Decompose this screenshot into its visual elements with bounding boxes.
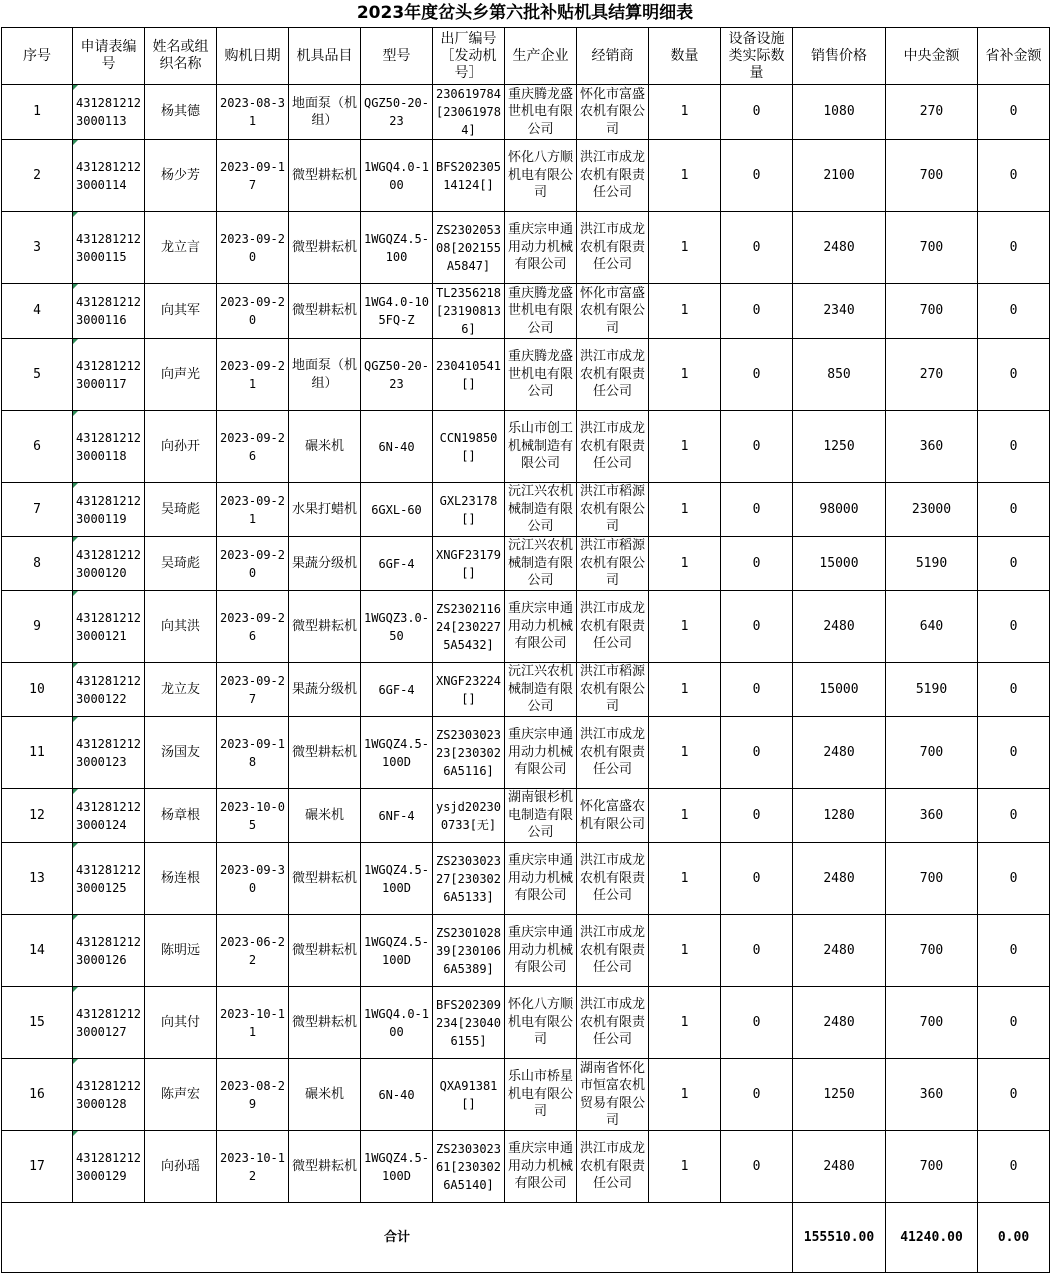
sale-price-cell: 850 [793,339,886,411]
purchase-date-cell: 2023-09-17 [217,140,289,212]
column-header: 生产企业 [505,28,577,85]
quantity-cell: 1 [649,789,721,843]
serial-number-cell: 230410541[] [433,339,505,411]
manufacturer-cell: 重庆腾龙盛世机电有限公司 [505,339,577,411]
model-cell: 6NF-4 [361,789,433,843]
central-amount-cell: 23000 [886,483,978,537]
machine-item-cell: 微型耕耘机 [289,284,361,339]
column-header: 型号 [361,28,433,85]
seq-cell: 14 [2,915,73,987]
subsidy-table [1,27,1050,1273]
central-amount-cell: 700 [886,987,978,1059]
manufacturer-cell: 乐山市创工机械制造有限公司 [505,411,577,483]
table-row [2,339,1050,411]
model-cell: 1WGQZ4.5-100D [361,915,433,987]
application-number-cell: 4312812123000123 [73,717,145,789]
serial-number-cell: XNGF23224[] [433,663,505,717]
serial-number-cell: GXL23178[] [433,483,505,537]
sale-price-cell: 2480 [793,1131,886,1203]
serial-number-cell: ZS230102839[2301066A5389] [433,915,505,987]
quantity-cell: 1 [649,212,721,284]
dealer-cell: 洪江市成龙农机有限责任公司 [577,140,649,212]
dealer-cell: 怀化市富盛农机有限公司 [577,85,649,140]
central-amount-cell: 700 [886,1131,978,1203]
quantity-cell: 1 [649,1131,721,1203]
quantity-cell: 1 [649,663,721,717]
machine-item-cell: 微型耕耘机 [289,591,361,663]
provincial-amount-cell: 0 [978,85,1050,140]
column-header: 出厂编号［发动机号］ [433,28,505,85]
dealer-cell: 洪江市成龙农机有限责任公司 [577,1131,649,1203]
serial-number-cell: CCN19850[] [433,411,505,483]
seq-cell: 5 [2,339,73,411]
name-cell: 向其军 [145,284,217,339]
quantity-cell: 1 [649,717,721,789]
quantity-cell: 1 [649,85,721,140]
dealer-cell: 湖南省怀化市恒富农机贸易有限公司 [577,1059,649,1131]
purchase-date-cell: 2023-09-26 [217,591,289,663]
provincial-amount-cell: 0 [978,987,1050,1059]
purchase-date-cell: 2023-06-22 [217,915,289,987]
seq-cell: 1 [2,85,73,140]
dealer-cell: 洪江市成龙农机有限责任公司 [577,843,649,915]
model-cell: 6GF-4 [361,663,433,717]
name-cell: 向孙开 [145,411,217,483]
sale-price-cell: 2100 [793,140,886,212]
total-row [2,1203,1050,1273]
quantity-cell: 1 [649,1059,721,1131]
name-cell: 向声光 [145,339,217,411]
sale-price-cell: 2480 [793,717,886,789]
name-cell: 杨章根 [145,789,217,843]
model-cell: QGZ50-20-23 [361,339,433,411]
facility-quantity-cell: 0 [721,789,793,843]
seq-cell: 6 [2,411,73,483]
column-header: 设备设施类实际数量 [721,28,793,85]
facility-quantity-cell: 0 [721,212,793,284]
machine-item-cell: 微型耕耘机 [289,212,361,284]
dealer-cell: 洪江市成龙农机有限责任公司 [577,987,649,1059]
facility-quantity-cell: 0 [721,717,793,789]
manufacturer-cell: 重庆宗申通用动力机械有限公司 [505,212,577,284]
facility-quantity-cell: 0 [721,987,793,1059]
central-amount-cell: 700 [886,717,978,789]
purchase-date-cell: 2023-10-11 [217,987,289,1059]
application-number-cell: 4312812123000117 [73,339,145,411]
machine-item-cell: 碾米机 [289,1059,361,1131]
sale-price-cell: 15000 [793,537,886,591]
central-amount-cell: 640 [886,591,978,663]
purchase-date-cell: 2023-09-27 [217,663,289,717]
application-number-cell: 4312812123000113 [73,85,145,140]
application-number-cell: 4312812123000116 [73,284,145,339]
provincial-amount-cell: 0 [978,843,1050,915]
provincial-amount-cell: 0 [978,140,1050,212]
quantity-cell: 1 [649,915,721,987]
purchase-date-cell: 2023-08-29 [217,1059,289,1131]
model-cell: 1WGQ4.0-100 [361,987,433,1059]
application-number-cell: 4312812123000125 [73,843,145,915]
sale-price-cell: 2340 [793,284,886,339]
column-header: 经销商 [577,28,649,85]
machine-item-cell: 碾米机 [289,789,361,843]
purchase-date-cell: 2023-09-20 [217,537,289,591]
provincial-amount-cell: 0 [978,717,1050,789]
sale-price-cell: 1250 [793,411,886,483]
central-amount-cell: 5190 [886,663,978,717]
manufacturer-cell: 重庆宗申通用动力机械有限公司 [505,915,577,987]
machine-item-cell: 微型耕耘机 [289,987,361,1059]
model-cell: 1WGQZ4.5-100 [361,212,433,284]
model-cell: 1WGQ4.0-100 [361,140,433,212]
serial-number-cell: 230619784[230619784] [433,85,505,140]
dealer-cell: 洪江市成龙农机有限责任公司 [577,339,649,411]
table-row [2,843,1050,915]
seq-cell: 13 [2,843,73,915]
serial-number-cell: BFS202309234[230406155] [433,987,505,1059]
manufacturer-cell: 乐山市桥星机电有限公司 [505,1059,577,1131]
provincial-amount-cell: 0 [978,789,1050,843]
serial-number-cell: ZS230302361[2303026A5140] [433,1131,505,1203]
manufacturer-cell: 重庆腾龙盛世机电有限公司 [505,85,577,140]
serial-number-cell: ysjd202300733[无] [433,789,505,843]
purchase-date-cell: 2023-10-12 [217,1131,289,1203]
application-number-cell: 4312812123000129 [73,1131,145,1203]
application-number-cell: 4312812123000120 [73,537,145,591]
facility-quantity-cell: 0 [721,537,793,591]
facility-quantity-cell: 0 [721,1059,793,1131]
application-number-cell: 4312812123000122 [73,663,145,717]
column-header: 数量 [649,28,721,85]
provincial-amount-cell: 0 [978,284,1050,339]
central-amount-cell: 700 [886,843,978,915]
manufacturer-cell: 重庆宗申通用动力机械有限公司 [505,1131,577,1203]
name-cell: 杨少芳 [145,140,217,212]
column-header: 销售价格 [793,28,886,85]
dealer-cell: 怀化富盛农机有限公司 [577,789,649,843]
name-cell: 向其洪 [145,591,217,663]
column-header: 序号 [2,28,73,85]
dealer-cell: 洪江市稻源农机有限公司 [577,663,649,717]
column-header: 购机日期 [217,28,289,85]
seq-cell: 4 [2,284,73,339]
central-amount-cell: 5190 [886,537,978,591]
sale-price-cell: 2480 [793,915,886,987]
quantity-cell: 1 [649,483,721,537]
purchase-date-cell: 2023-09-21 [217,483,289,537]
table-row [2,789,1050,843]
provincial-amount-cell: 0 [978,915,1050,987]
name-cell: 龙立言 [145,212,217,284]
central-amount-cell: 360 [886,1059,978,1131]
application-number-cell: 4312812123000114 [73,140,145,212]
seq-cell: 8 [2,537,73,591]
table-row [2,85,1050,140]
model-cell: 6GXL-60 [361,483,433,537]
sale-price-cell: 1080 [793,85,886,140]
provincial-amount-cell: 0 [978,1131,1050,1203]
provincial-amount-cell: 0 [978,591,1050,663]
facility-quantity-cell: 0 [721,339,793,411]
provincial-amount-cell: 0 [978,339,1050,411]
quantity-cell: 1 [649,411,721,483]
application-number-cell: 4312812123000124 [73,789,145,843]
seq-cell: 15 [2,987,73,1059]
machine-item-cell: 微型耕耘机 [289,717,361,789]
central-amount-cell: 700 [886,284,978,339]
application-number-cell: 4312812123000118 [73,411,145,483]
serial-number-cell: ZS230211624[2302275A5432] [433,591,505,663]
purchase-date-cell: 2023-09-21 [217,339,289,411]
manufacturer-cell: 沅江兴农机械制造有限公司 [505,537,577,591]
seq-cell: 7 [2,483,73,537]
application-number-cell: 4312812123000115 [73,212,145,284]
name-cell: 杨连根 [145,843,217,915]
column-header: 机具品目 [289,28,361,85]
model-cell: 1WGQZ3.0-50 [361,591,433,663]
central-amount-cell: 360 [886,789,978,843]
purchase-date-cell: 2023-09-20 [217,284,289,339]
total-central-amount: 41240.00 [886,1203,978,1273]
table-row [2,1131,1050,1203]
serial-number-cell: ZS230302323[2303026A5116] [433,717,505,789]
name-cell: 陈声宏 [145,1059,217,1131]
seq-cell: 12 [2,789,73,843]
header-row [2,28,1050,85]
provincial-amount-cell: 0 [978,1059,1050,1131]
dealer-cell: 洪江市稻源农机有限公司 [577,483,649,537]
sale-price-cell: 1250 [793,1059,886,1131]
seq-cell: 17 [2,1131,73,1203]
dealer-cell: 洪江市成龙农机有限责任公司 [577,591,649,663]
manufacturer-cell: 沅江兴农机械制造有限公司 [505,483,577,537]
table-row [2,537,1050,591]
table-row [2,1059,1050,1131]
facility-quantity-cell: 0 [721,915,793,987]
machine-item-cell: 微型耕耘机 [289,140,361,212]
column-header: 姓名或组织名称 [145,28,217,85]
manufacturer-cell: 沅江兴农机械制造有限公司 [505,663,577,717]
serial-number-cell: TL2356218[231908136] [433,284,505,339]
seq-cell: 16 [2,1059,73,1131]
provincial-amount-cell: 0 [978,212,1050,284]
manufacturer-cell: 重庆腾龙盛世机电有限公司 [505,284,577,339]
serial-number-cell: ZS230302327[2303026A5133] [433,843,505,915]
quantity-cell: 1 [649,843,721,915]
quantity-cell: 1 [649,591,721,663]
facility-quantity-cell: 0 [721,85,793,140]
seq-cell: 10 [2,663,73,717]
application-number-cell: 4312812123000121 [73,591,145,663]
table-row [2,212,1050,284]
name-cell: 汤国友 [145,717,217,789]
serial-number-cell: ZS230205308[202155A5847] [433,212,505,284]
machine-item-cell: 碾米机 [289,411,361,483]
dealer-cell: 洪江市成龙农机有限责任公司 [577,915,649,987]
machine-item-cell: 地面泵（机组） [289,339,361,411]
facility-quantity-cell: 0 [721,1131,793,1203]
machine-item-cell: 微型耕耘机 [289,1131,361,1203]
sale-price-cell: 98000 [793,483,886,537]
model-cell: 6GF-4 [361,537,433,591]
table-row [2,717,1050,789]
provincial-amount-cell: 0 [978,411,1050,483]
name-cell: 向其付 [145,987,217,1059]
name-cell: 陈明远 [145,915,217,987]
quantity-cell: 1 [649,140,721,212]
manufacturer-cell: 重庆宗申通用动力机械有限公司 [505,591,577,663]
facility-quantity-cell: 0 [721,483,793,537]
dealer-cell: 洪江市成龙农机有限责任公司 [577,411,649,483]
total-sale-price: 155510.00 [793,1203,886,1273]
page-title: 2023年度岔头乡第六批补贴机具结算明细表 [356,3,694,23]
facility-quantity-cell: 0 [721,140,793,212]
central-amount-cell: 700 [886,212,978,284]
model-cell: 1WGQZ4.5-100D [361,717,433,789]
machine-item-cell: 微型耕耘机 [289,915,361,987]
seq-cell: 9 [2,591,73,663]
model-cell: 6N-40 [361,411,433,483]
name-cell: 吴琦彪 [145,537,217,591]
application-number-cell: 4312812123000126 [73,915,145,987]
total-provincial-amount: 0.00 [978,1203,1050,1273]
machine-item-cell: 果蔬分级机 [289,537,361,591]
model-cell: QGZ50-20-23 [361,85,433,140]
purchase-date-cell: 2023-09-30 [217,843,289,915]
manufacturer-cell: 怀化八方顺机电有限公司 [505,140,577,212]
purchase-date-cell: 2023-09-18 [217,717,289,789]
table-row [2,987,1050,1059]
table-row [2,483,1050,537]
quantity-cell: 1 [649,987,721,1059]
seq-cell: 11 [2,717,73,789]
provincial-amount-cell: 0 [978,483,1050,537]
seq-cell: 2 [2,140,73,212]
sale-price-cell: 2480 [793,212,886,284]
dealer-cell: 洪江市成龙农机有限责任公司 [577,212,649,284]
purchase-date-cell: 2023-09-26 [217,411,289,483]
serial-number-cell: BFS20230514124[] [433,140,505,212]
purchase-date-cell: 2023-09-20 [217,212,289,284]
table-row [2,140,1050,212]
facility-quantity-cell: 0 [721,843,793,915]
model-cell: 6N-40 [361,1059,433,1131]
central-amount-cell: 270 [886,339,978,411]
manufacturer-cell: 湖南银杉机电制造有限公司 [505,789,577,843]
facility-quantity-cell: 0 [721,591,793,663]
model-cell: 1WGQZ4.5-100D [361,843,433,915]
provincial-amount-cell: 0 [978,663,1050,717]
serial-number-cell: QXA91381[] [433,1059,505,1131]
quantity-cell: 1 [649,339,721,411]
column-header: 省补金额 [978,28,1050,85]
sale-price-cell: 2480 [793,843,886,915]
manufacturer-cell: 怀化八方顺机电有限公司 [505,987,577,1059]
dealer-cell: 洪江市稻源农机有限公司 [577,537,649,591]
table-row [2,915,1050,987]
sale-price-cell: 2480 [793,591,886,663]
quantity-cell: 1 [649,537,721,591]
provincial-amount-cell: 0 [978,537,1050,591]
total-label: 合计 [2,1203,793,1273]
column-header: 中央金额 [886,28,978,85]
manufacturer-cell: 重庆宗申通用动力机械有限公司 [505,843,577,915]
name-cell: 杨其德 [145,85,217,140]
facility-quantity-cell: 0 [721,284,793,339]
central-amount-cell: 700 [886,915,978,987]
purchase-date-cell: 2023-10-05 [217,789,289,843]
serial-number-cell: XNGF23179[] [433,537,505,591]
machine-item-cell: 果蔬分级机 [289,663,361,717]
machine-item-cell: 微型耕耘机 [289,843,361,915]
application-number-cell: 4312812123000127 [73,987,145,1059]
quantity-cell: 1 [649,284,721,339]
name-cell: 吴琦彪 [145,483,217,537]
central-amount-cell: 270 [886,85,978,140]
dealer-cell: 洪江市成龙农机有限责任公司 [577,717,649,789]
seq-cell: 3 [2,212,73,284]
table-row [2,411,1050,483]
column-header: 申请表编号 [73,28,145,85]
machine-item-cell: 地面泵（机组） [289,85,361,140]
table-row [2,284,1050,339]
table-row [2,663,1050,717]
table-row [2,591,1050,663]
central-amount-cell: 700 [886,140,978,212]
name-cell: 龙立友 [145,663,217,717]
sale-price-cell: 2480 [793,987,886,1059]
central-amount-cell: 360 [886,411,978,483]
facility-quantity-cell: 0 [721,411,793,483]
model-cell: 1WGQZ4.5-100D [361,1131,433,1203]
dealer-cell: 怀化市富盛农机有限公司 [577,284,649,339]
machine-item-cell: 水果打蜡机 [289,483,361,537]
sale-price-cell: 1280 [793,789,886,843]
model-cell: 1WG4.0-105FQ-Z [361,284,433,339]
purchase-date-cell: 2023-08-31 [217,85,289,140]
table-body [2,85,1050,1273]
facility-quantity-cell: 0 [721,663,793,717]
sale-price-cell: 15000 [793,663,886,717]
application-number-cell: 4312812123000128 [73,1059,145,1131]
application-number-cell: 4312812123000119 [73,483,145,537]
name-cell: 向孙瑶 [145,1131,217,1203]
manufacturer-cell: 重庆宗申通用动力机械有限公司 [505,717,577,789]
